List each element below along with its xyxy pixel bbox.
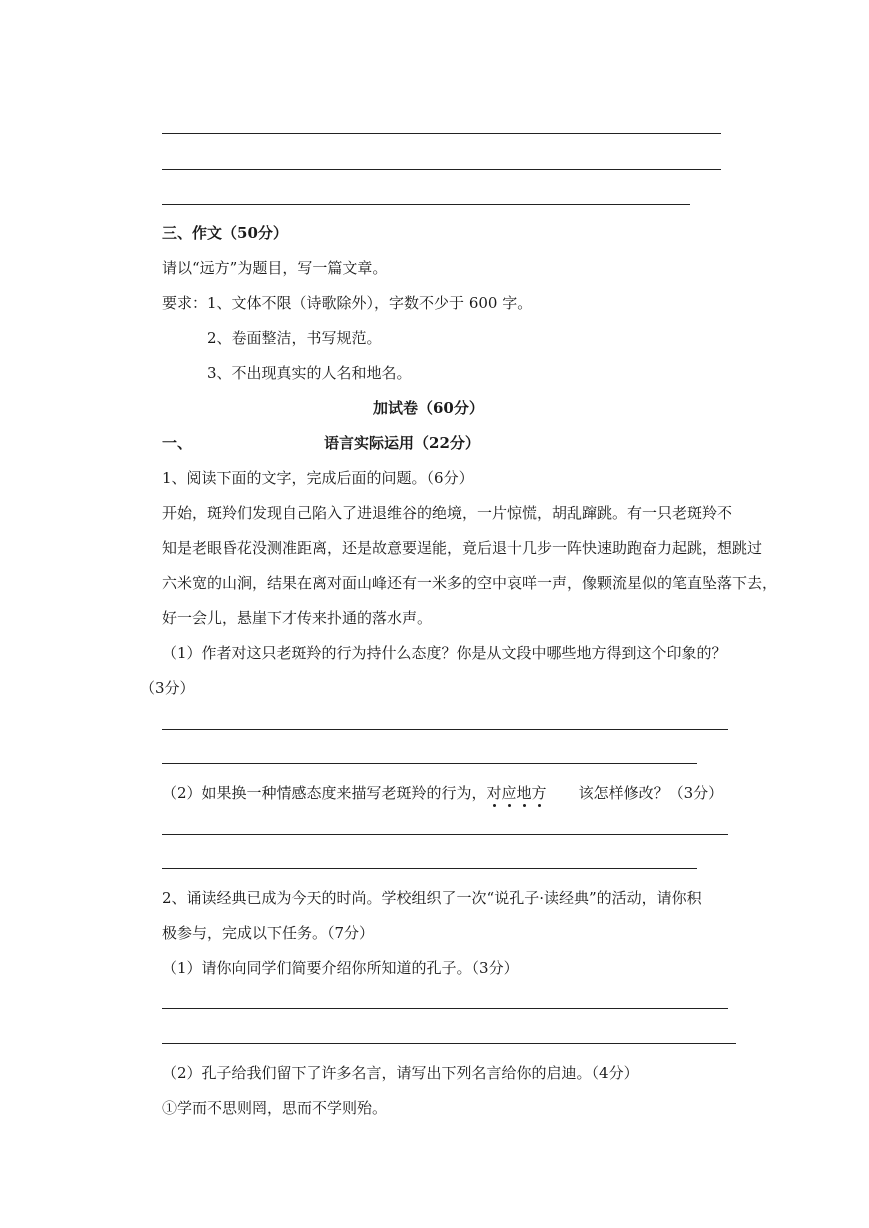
answer-line: [162, 1008, 728, 1009]
question-1-sub1-score: （3分）: [140, 679, 195, 697]
emphasized-phrase: [487, 784, 547, 802]
section-heading-composition: 三、作文（50分）: [162, 224, 288, 242]
composition-prompt: 请以“远方”为题目，写一篇文章。: [162, 259, 388, 277]
question-1-sub2: [162, 783, 723, 803]
emphasized-phrase-text: 对应地方: [486, 784, 547, 802]
quote-1: ①学而不思则罔，思而不学则殆。: [162, 1099, 388, 1117]
composition-requirement-1: 要求：1、文体不限（诗歌除外），字数不少于 600 字。: [162, 294, 533, 312]
answer-line: [162, 133, 721, 134]
composition-requirement-2: 2、卷面整洁，书写规范。: [207, 329, 382, 347]
answer-line: [162, 763, 697, 764]
answer-line: [162, 834, 728, 835]
question-1-heading: 1、阅读下面的文字，完成后面的问题。（6分）: [162, 469, 474, 487]
composition-requirement-3: 3、不出现真实的人名和地名。: [207, 364, 412, 382]
question-1-sub2-prefix: （2）如果换一种情感态度来描写老斑羚的行为，: [162, 784, 487, 802]
passage-line: 六米宽的山涧，结果在离对面山峰还有一米多的空中哀咩一声，像颗流星似的笔直坠落下去，: [162, 574, 778, 592]
question-2-sub2: （2）孔子给我们留下了许多名言，请写出下列名言给你的启迪。（4分）: [162, 1064, 639, 1082]
answer-line: [162, 868, 697, 869]
answer-line: [162, 729, 728, 730]
answer-line: [162, 169, 721, 170]
emphasis-dots: [487, 804, 547, 810]
answer-line: [162, 1043, 736, 1044]
passage-line: 好一会儿，悬崖下才传来扑通的落水声。: [162, 609, 433, 627]
question-2-heading: 2、诵读经典已成为今天的时尚。学校组织了一次“说孔子·读经典”的活动，请你积: [162, 889, 702, 907]
question-1-sub1: （1）作者对这只老斑羚的行为持什么态度？你是从文段中哪些地方得到这个印象的？: [162, 644, 727, 662]
passage-line: 知是老眼昏花没测准距离，还是故意要逞能，竟后退十几步一阵快速助跑奋力起跳，想跳过: [162, 539, 763, 557]
part1-title: 语言实际运用（22分）: [324, 434, 480, 452]
part1-number: 一、: [162, 434, 193, 452]
question-1-sub2-suffix: 该怎样修改？（3分）: [578, 784, 724, 802]
extra-paper-title: 加试卷（60分）: [373, 399, 484, 417]
question-2-sub1: （1）请你向同学们简要介绍你所知道的孔子。（3分）: [162, 959, 519, 977]
answer-line: [162, 204, 690, 205]
question-2-heading-cont: 极参与，完成以下任务。（7分）: [162, 924, 375, 942]
passage-line: 开始，斑羚们发现自己陷入了进退维谷的绝境，一片惊慌，胡乱蹿跳。有一只老斑羚不: [162, 504, 733, 522]
